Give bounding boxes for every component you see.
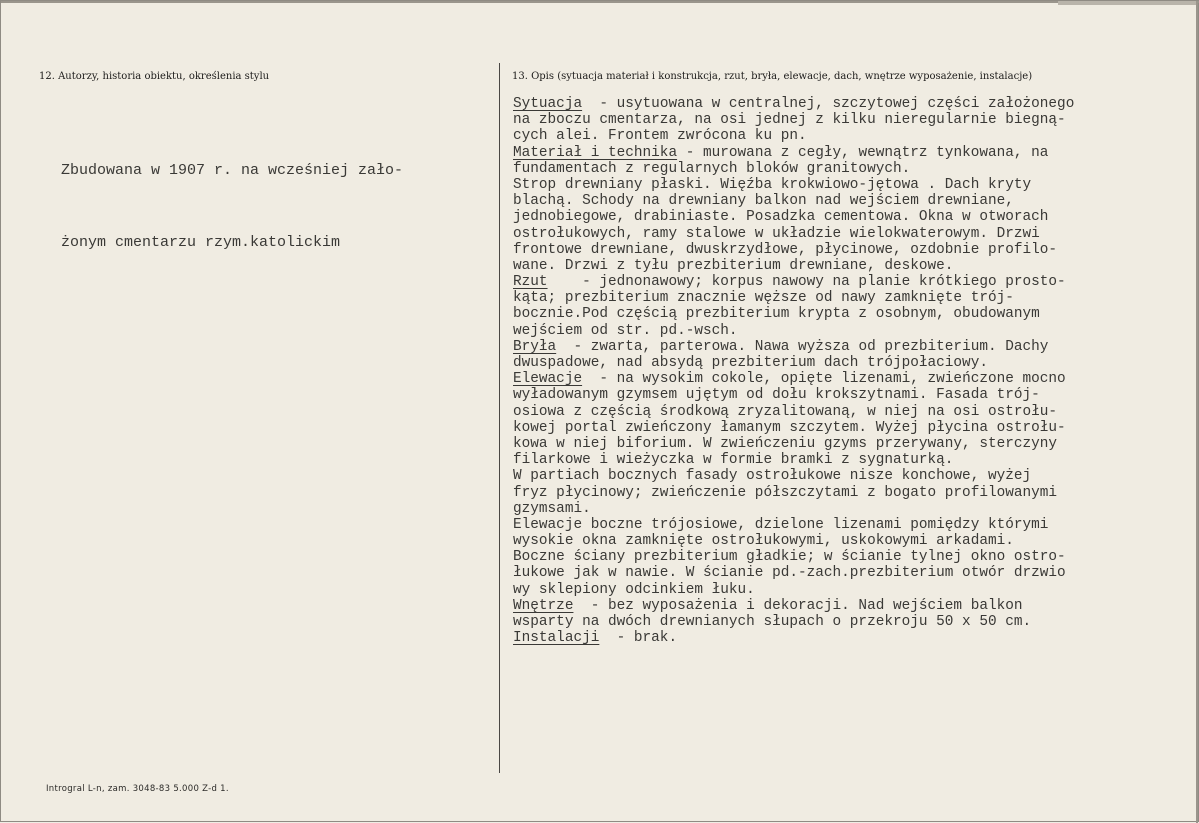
section-13-line [513,209,1074,225]
section-13-line-text: wysokie okna zamknięte ostrołukowymi, uskokowymi arkadami. [513,533,1014,550]
section-13-line-text: - jednonawowy; korpus nawowy na planie krótkiego prosto- [547,274,1066,291]
section-13-line [513,145,1074,161]
section-13-line [513,306,1074,322]
section-13-line-text: - murowana z cegły, wewnątrz tynkowana, na [677,144,1049,161]
section-13-line-text: osiowa z częścią środkową zryzalitowaną, w niej na osi ostrołu- [513,403,1058,420]
section-13-line [513,339,1074,355]
section-13-line [513,226,1074,242]
section-13-line-text: wy sklepiony odcinkiem łuku. [513,581,755,598]
section-13-line [513,258,1074,274]
subsection-label: Rzut [513,274,548,291]
section-12-body [61,111,403,303]
section-13-line [513,242,1074,258]
section-13-line [513,420,1074,436]
section-13-line [513,598,1074,614]
section-13-line-text: Elewacje boczne trójosiowe, dzielone lizenami pomiędzy którymi [513,516,1049,533]
subsection-label: Bryła [513,338,557,355]
subsection-label: Sytuacja [513,96,583,112]
column-divider [499,63,500,773]
section-12-line: Zbudowana w 1907 r. na wcześniej zało- [61,162,404,179]
section-13-line [513,177,1074,193]
section-13-line [513,355,1074,371]
section-13-line [513,96,1074,112]
section-13-line [513,404,1074,420]
section-13-line-text: - brak. [599,630,678,647]
section-13-line [513,436,1074,452]
section-13-line [513,452,1074,468]
section-13-line-text: blachą. Schody na drewniany balkon nad wejściem drewniane, [513,193,1014,210]
section-13-line-text: wejściem od str. pd.-wsch. [513,322,738,339]
section-13-line-text: gzymsami. [513,500,591,517]
printer-footer: Introgral L-n, zam. 3048-83 5.000 Z-d 1. [46,784,229,794]
section-13-line-text: kowej portal zwieńczony łamanym szczytem. Wyżej płycina ostrołu- [513,419,1066,436]
section-13-line-text: - usytuowana w centralnej, szczytowej części założonego [582,96,1075,112]
section-13-line-text: bocznie.Pod częścią prezbiterium krypta z osobnym, obudowanym [513,306,1040,323]
section-13-line [513,112,1074,128]
section-13-line-text: cych alei. Frontem zwrócona ku pn. [513,128,807,145]
section-13-line [513,323,1074,339]
right-edge [1196,1,1198,823]
section-13-line-text: W partiach bocznych fasady ostrołukowe nisze konchowe, wyżej [513,468,1032,485]
section-13-line-text: fryz płycinowy; zwieńczenie półszczytami z bogato profilowanymi [513,484,1058,501]
section-13-line [513,128,1074,144]
section-13-line-text: wane. Drzwi z tyłu prezbiterium drewniane, deskowe. [513,257,954,274]
section-13-line [513,290,1074,306]
section-12-line: żonym cmentarzu rzym.katolickim [61,234,341,251]
section-13-line [513,485,1074,501]
subsection-label: Instalacji [513,630,600,647]
section-13-line [513,614,1074,630]
section-13-line [513,161,1074,177]
top-edge [1,1,1199,3]
section-12-header: 12. Autorzy, historia obiektu, określenia stylu [39,71,270,82]
section-13-line [513,549,1074,565]
section-13-line-text: kowa w niej biforium. W zwieńczeniu gzyms przerywany, sterczyny [513,435,1058,452]
section-13-line [513,193,1074,209]
section-13-line [513,517,1074,533]
section-13-line [513,371,1074,387]
section-13-line [513,501,1074,517]
section-13-body [513,96,1074,646]
section-13-line-text: frontowe drewniane, dwuskrzydłowe, płycinowe, ozdobnie profilo- [513,241,1058,258]
section-13-line-text: kąta; prezbiterium znacznie węższe od nawy zamknięte trój- [513,290,1014,307]
section-13-line-text: ostrołukowych, ramy stalowe w układzie wielokwaterowym. Drzwi [513,225,1040,242]
section-13-line-text: filarkowe i wieżyczka w formie bramki z sygnaturką. [513,452,954,469]
section-13-line [513,468,1074,484]
section-13-line-text: - zwarta, parterowa. Nawa wyższa od prezbiterium. Dachy [556,338,1049,355]
section-13-line [513,533,1074,549]
subsection-label: Materiał i technika [513,144,678,161]
section-13-line-text: Boczne ściany prezbiterium gładkie; w ścianie tylnej okno ostro- [513,549,1066,566]
section-13-line-text: wsparty na dwóch drewnianych słupach o przekroju 50 x 50 cm. [513,614,1032,630]
section-13-line [513,565,1074,581]
section-13-line-text: dwuspadowe, nad absydą prezbiterium dach trójpołaciowy. [513,355,988,371]
section-13-line-text: - na wysokim cokole, opięte lizenami, zwieńczone mocno [582,371,1066,388]
section-13-line-text: Strop drewniany płaski. Więźba krokwiowo-jętowa . Dach kryty [513,176,1032,193]
section-13-line [513,582,1074,598]
section-13-header: 13. Opis (sytuacja materiał i konstrukcja, rzut, bryła, elewacje, dach, wnętrze wyposażenie, instalacje) [512,71,1033,82]
section-13-line-text: na zboczu cmentarza, na osi jednej z kilku nieregularnie biegną- [513,112,1066,129]
section-13-line-text: fundamentach z regularnych bloków granitowych. [513,160,911,177]
section-13-line-text: jednobiegowe, drabiniaste. Posadzka cementowa. Okna w otworach [513,209,1049,226]
subsection-label: Elewacje [513,371,583,388]
section-13-line-text: wyładowanym gzymsem ujętym od dołu krokszytnami. Fasada trój- [513,387,1040,404]
section-13-line [513,274,1074,290]
section-13-line-text: - bez wyposażenia i dekoracji. Nad wejściem balkon [573,597,1023,614]
section-13-line [513,630,1074,646]
section-13-line-text: łukowe jak w nawie. W ścianie pd.-zach.prezbiterium otwór drzwio [513,565,1066,582]
top-right-tab-mark [1058,1,1198,5]
subsection-label: Wnętrze [513,597,574,614]
section-13-line [513,387,1074,403]
